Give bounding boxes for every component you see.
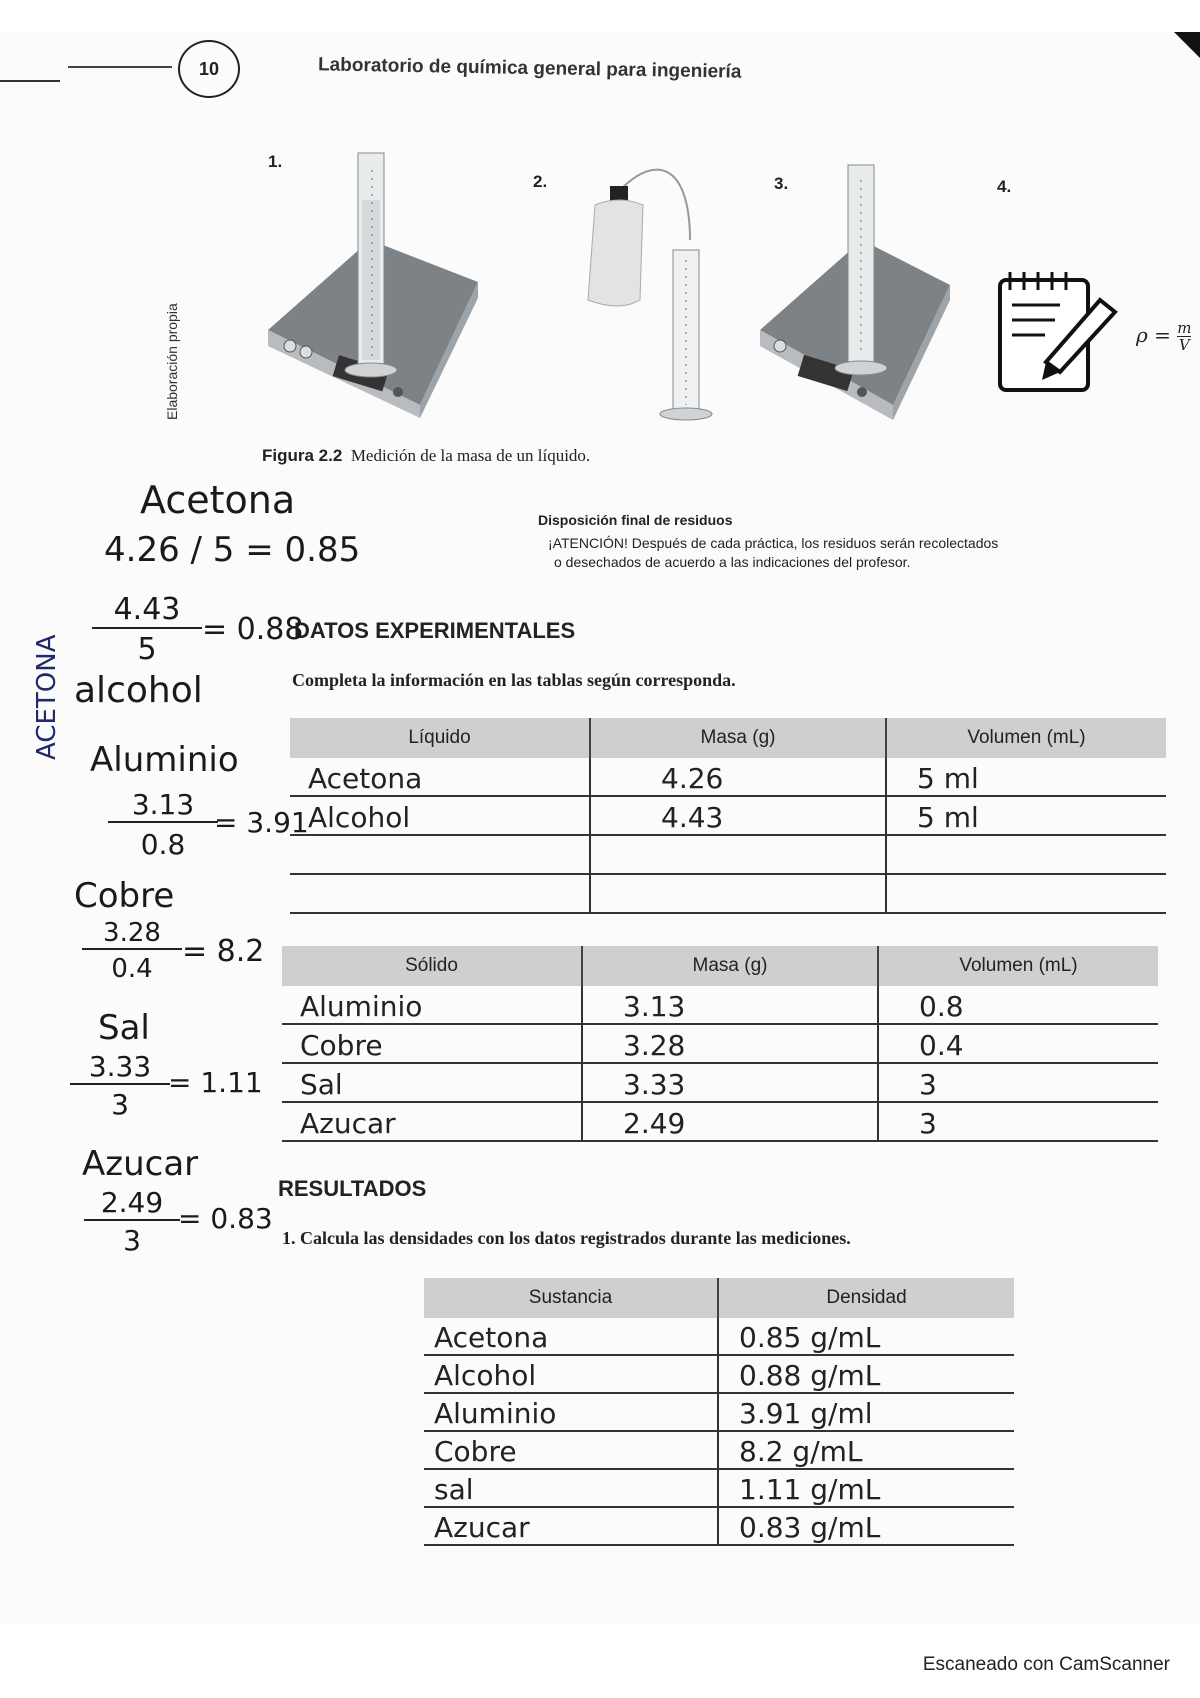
cell-mass (590, 874, 886, 913)
cell-density: 1.11 g/mL (718, 1469, 1014, 1507)
header-volumen: Volumen (mL) (886, 718, 1166, 758)
note-azucar-den: 3 (123, 1224, 141, 1257)
note-azucar-num: 2.49 (84, 1186, 180, 1221)
graduated-cylinder-icon (660, 250, 712, 420)
cell-density: 3.91 g/ml (718, 1393, 1014, 1431)
cell-volume (886, 835, 1166, 874)
header-volumen: Volumen (mL) (878, 946, 1158, 986)
figure-credit: Elaboración propia (164, 303, 180, 420)
table-row (290, 835, 1166, 874)
note-alcohol-res: = 0.88 (202, 612, 304, 647)
datos-title: DATOS EXPERIMENTALES (294, 618, 576, 643)
cell-volume (886, 874, 1166, 913)
table-header-row (424, 1278, 1014, 1318)
cell-mass: 4.43 (590, 796, 886, 835)
table-row (290, 796, 1166, 835)
cell-density: 0.85 g/mL (718, 1318, 1014, 1355)
note-side-vertical: ACETONA (32, 634, 62, 760)
table-row (424, 1469, 1014, 1507)
cell-volume: 3 (878, 1102, 1158, 1141)
cell-mass: 3.33 (582, 1063, 878, 1102)
cell-substance: Aluminio (424, 1393, 718, 1431)
table-header-row (290, 718, 1166, 758)
cell-volume: 5 ml (886, 758, 1166, 796)
cell-substance: sal (424, 1469, 718, 1507)
cell-substance: Cobre (424, 1431, 718, 1469)
cell-mass: 3.28 (582, 1024, 878, 1063)
table-row (290, 874, 1166, 913)
solid-table (282, 946, 1158, 1142)
note-azucar-label: Azucar (82, 1144, 199, 1184)
note-aluminio-den: 0.8 (140, 828, 186, 861)
note-aluminio-num: 3.13 (108, 788, 218, 823)
figure-step-3: 3. (774, 174, 789, 193)
note-alcohol-label: alcohol (74, 670, 203, 711)
note-alcohol-den: 5 (137, 632, 157, 667)
note-sal-res: = 1.11 (168, 1066, 263, 1099)
warning-text: ¡ATENCIÓN! Después de cada práctica, los residuos serán recolectados o desechados de acuerdo a las indicaciones del profesor. (548, 535, 999, 570)
cell-mass (590, 835, 886, 874)
datos-instruction: Completa la información en las tablas según corresponda. (292, 670, 736, 690)
table-row (424, 1431, 1014, 1469)
warning-title: Disposición final de residuos (538, 512, 733, 528)
cell-mass: 2.49 (582, 1102, 878, 1141)
note-aluminio-res: = 3.91 (214, 806, 309, 839)
cell-mass: 3.13 (582, 986, 878, 1024)
resultados-instruction: 1. Calcula las densidades con los datos registrados durante las mediciones. (282, 1228, 851, 1248)
cell-liquid: Acetona (290, 758, 590, 796)
table-row (424, 1393, 1014, 1431)
table-row (282, 986, 1158, 1024)
header-masa: Masa (g) (582, 946, 878, 986)
note-cobre-den: 0.4 (111, 954, 153, 984)
liquid-table (290, 718, 1166, 914)
cell-solid: Cobre (282, 1024, 582, 1063)
cell-density: 0.83 g/mL (718, 1507, 1014, 1545)
figure-step-4: 4. (997, 177, 1012, 196)
note-azucar-res: = 0.83 (178, 1202, 273, 1235)
cell-liquid (290, 874, 590, 913)
table-row (282, 1102, 1158, 1141)
table-row (424, 1507, 1014, 1545)
density-formula: ρ = $\frac{m}{V}$ (1136, 319, 1192, 354)
note-sal-label: Sal (98, 1008, 150, 1048)
notebook-pencil-icon (1000, 272, 1115, 390)
cell-volume: 0.8 (878, 986, 1158, 1024)
cell-substance: Alcohol (424, 1355, 718, 1393)
note-acetona-label: Acetona (140, 478, 296, 522)
cell-density: 0.88 g/mL (718, 1355, 1014, 1393)
note-acetona-calc: 4.26 / 5 = 0.85 (104, 530, 361, 570)
table-header-row (282, 946, 1158, 986)
note-alcohol-num: 4.43 (92, 592, 202, 629)
page-number: 10 (178, 40, 240, 98)
cell-solid: Sal (282, 1063, 582, 1102)
table-row (290, 758, 1166, 796)
table-row (424, 1318, 1014, 1355)
cell-liquid (290, 835, 590, 874)
header-solido: Sólido (282, 946, 582, 986)
figure-illustration (0, 0, 1200, 460)
note-aluminio-label: Aluminio (90, 740, 239, 780)
note-sal-den: 3 (111, 1088, 129, 1121)
cell-volume: 5 ml (886, 796, 1166, 835)
cell-solid: Aluminio (282, 986, 582, 1024)
scanner-watermark: Escaneado con CamScanner (922, 1654, 1170, 1675)
note-sal-num: 3.33 (70, 1050, 170, 1085)
cell-substance: Azucar (424, 1507, 718, 1545)
note-cobre-num: 3.28 (82, 918, 182, 950)
table-row (282, 1063, 1158, 1102)
cell-liquid: Alcohol (290, 796, 590, 835)
note-cobre-res: = 8.2 (182, 934, 265, 969)
header-masa: Masa (g) (590, 718, 886, 758)
table-row (424, 1355, 1014, 1393)
cell-density: 8.2 g/mL (718, 1431, 1014, 1469)
table-row (282, 1024, 1158, 1063)
figure-step-1: 1. (268, 152, 283, 171)
figure-caption: Figura 2.2 Medición de la masa de un líquido. (262, 446, 591, 465)
book-title: Laboratorio de química general para ingeniería (317, 54, 742, 83)
resultados-title: RESULTADOS (278, 1176, 427, 1201)
cell-volume: 3 (878, 1063, 1158, 1102)
density-table (424, 1278, 1014, 1546)
cell-volume: 0.4 (878, 1024, 1158, 1063)
header-sustancia: Sustancia (424, 1278, 718, 1318)
header-liquido: Líquido (290, 718, 590, 758)
cell-solid: Azucar (282, 1102, 582, 1141)
header-densidad: Densidad (718, 1278, 1014, 1318)
note-cobre-label: Cobre (74, 876, 175, 916)
cell-substance: Acetona (424, 1318, 718, 1355)
figure-step-2: 2. (533, 172, 548, 191)
cell-mass: 4.26 (590, 758, 886, 796)
